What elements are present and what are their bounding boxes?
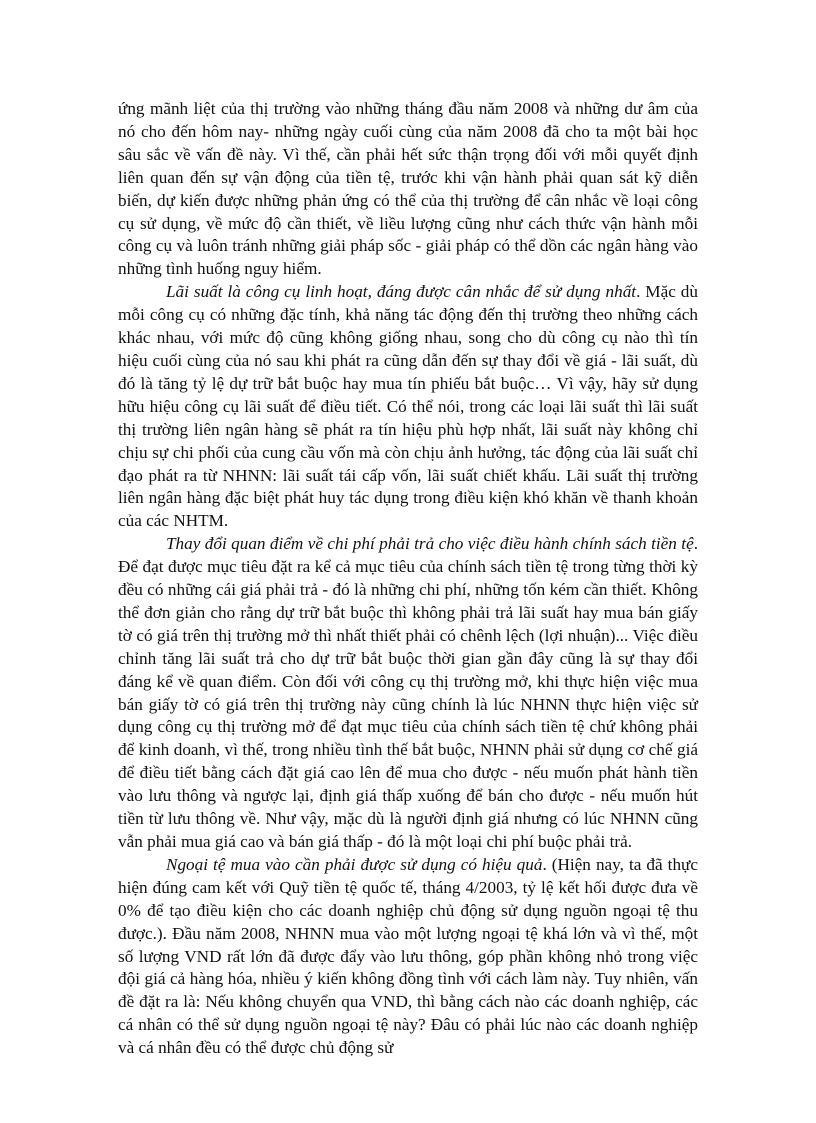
paragraph-1-text: ứng mãnh liệt của thị trường vào những tháng đầu năm 2008 và những dư âm của nó cho đến hôm nay- những ngày cuối cùng của năm 2008 đã cho ta một bài học sâu sắc về vấn đề này. Vì thế, cần phải hết sức thận trọng đối với mỗi quyết định liên quan đến sự vận động của tiền tệ, trước khi vận hành phải quan sát kỹ diễn biến, dự kiến được những phản ứng có thể của thị trường để cân nhắc về loại công cụ sử dụng, về mức độ cần thiết, về liều lượng cũng như cách thức vận hành mỗi công cụ và luôn tránh những giải pháp sốc - giải pháp có thể dồn các ngân hàng vào những tình huống nguy hiểm. <box>118 99 698 279</box>
document-page <box>118 98 698 1060</box>
paragraph-3-text: . Để đạt được mục tiêu đặt ra kể cả mục tiêu của chính sách tiền tệ trong từng thời kỳ đều có những cái giá phải trả - đó là những chi phí, những tốn kém cần thiết. Không thể đơn giản cho rằng dự trữ bắt buộc thì không phải trả lãi suất hay mua bán giấy tờ có giá trên thị trường mở thì nhất thiết phải có chênh lệch (lợi nhuận)... Việc điều chỉnh tăng lãi suất trả cho dự trữ bắt buộc thời gian gần đây cũng là sự thay đổi đáng kể về quan điểm. Còn đối với công cụ thị trường mở, khi thực hiện việc mua bán giấy tờ có giá trên thị trường này cũng chính là lúc NHNN thực hiện việc sử dụng công cụ thị trường mở để đạt mục tiêu của chính sách tiền tệ chứ không phải để kinh doanh, vì thế, trong nhiều tình thế bắt buộc, NHNN phải sử dụng cơ chế giá để điều tiết bằng cách đặt giá cao lên để mua cho được - nếu muốn phát hành tiền vào lưu thông và ngược lại, định giá thấp xuống để bán cho được - nếu muốn hút tiền từ lưu thông về. Như vậy, mặc dù là người định giá nhưng có lúc NHNN cũng vẫn phải mua giá cao và bán giá thấp - đó là một loại chi phí buộc phải trả. <box>118 534 698 851</box>
paragraph-2-lead: Lãi suất là công cụ linh hoạt, đáng được cân nhắc để sử dụng nhất <box>166 282 637 302</box>
paragraph-1 <box>118 98 698 281</box>
paragraph-4 <box>118 854 698 1060</box>
paragraph-3-lead: Thay đổi quan điểm về chi phí phải trả cho việc điều hành chính sách tiền tệ <box>166 534 694 554</box>
paragraph-4-lead: Ngoại tệ mua vào cần phải được sử dụng có hiệu quả <box>166 854 543 874</box>
paragraph-3 <box>118 533 698 854</box>
paragraph-4-text: . (Hiện nay, ta đã thực hiện đúng cam kết với Quỹ tiền tệ quốc tế, tháng 4/2003, tỷ lệ kết hối được đưa về 0% để tạo điều kiện cho các doanh nghiệp chủ động sử dụng nguồn ngoại tệ thu được.). Đầu năm 2008, NHNN mua vào một lượng ngoại tệ khá lớn và vì thế, một số lượng VND rất lớn đã được đẩy vào lưu thông, góp phần không nhỏ trong việc đội giá cả hàng hóa, nhiều ý kiến không đồng tình với cách làm này. Tuy nhiên, vấn đề đặt ra là: Nếu không chuyển qua VND, thì bằng cách nào các doanh nghiệp, các cá nhân có thể sử dụng nguồn ngoại tệ này? Đâu có phải lúc nào các doanh nghiệp và cá nhân đều có thể được chủ động sử <box>118 854 698 1058</box>
paragraph-2-text: . Mặc dù mỗi công cụ có những đặc tính, khả năng tác động đến thị trường theo những cách khác nhau, với mức độ cũng không giống nhau, song cho dù công cụ nào thì tín hiệu cuối cùng của nó sau khi phát ra cũng dẫn đến sự thay đổi về giá - lãi suất, dù đó là tăng tỷ lệ dự trữ bắt buộc hay mua tín phiếu bắt buộc… Vì vậy, hãy sử dụng hữu hiệu công cụ lãi suất để điều tiết. Có thể nói, trong các loại lãi suất thì lãi suất thị trường liên ngân hàng sẽ phát ra tín hiệu phù hợp nhất, lãi suất này không chỉ chịu sự chi phối của cung cầu vốn mà còn chịu ảnh hưởng, tác động của lãi suất chỉ đạo phát ra từ NHNN: lãi suất tái cấp vốn, lãi suất chiết khấu. Lãi suất thị trường liên ngân hàng đặc biệt phát huy tác dụng trong điều kiện khó khăn về thanh khoản của các NHTM. <box>118 282 698 531</box>
paragraph-2 <box>118 281 698 533</box>
